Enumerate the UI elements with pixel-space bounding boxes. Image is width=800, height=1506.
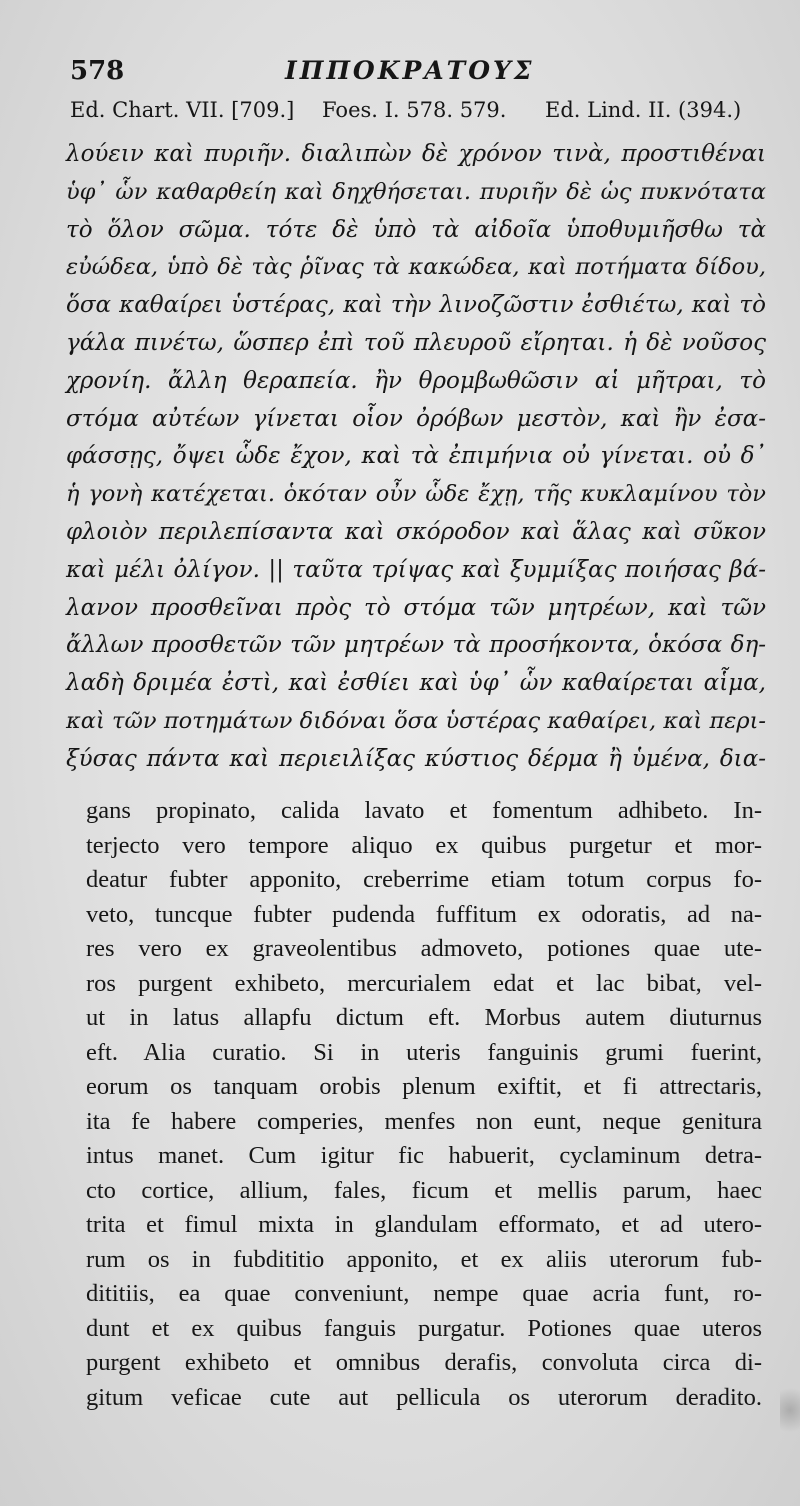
- greek-line: γάλα πινέτω, ὥσπερ ἐπὶ τοῦ πλευροῦ εἴρηται. ἡ δὲ νοῦσος: [66, 329, 766, 356]
- latin-text-block: [86, 794, 766, 1415]
- greek-text-block: [66, 136, 786, 779]
- latin-line: veto, tuncque fubter pudenda fuffitum ex odoratis, ad na-: [86, 900, 762, 928]
- running-title: ΙΠΠΟΚΡΑΤΟΥΣ: [285, 56, 535, 85]
- greek-line: ἡ γονὴ κατέχεται. ὁκόταν οὖν ὧδε ἔχῃ, τῆς κυκλαμίνου τὸν: [66, 481, 766, 508]
- latin-line: dititiis, ea quae conveniunt, nempe quae acria funt, ro-: [86, 1280, 762, 1307]
- page-number: 578: [70, 56, 125, 86]
- latin-line: ros purgent exhibeto, mercurialem edat et lac bibat, vel-: [86, 969, 762, 997]
- latin-line: gans propinato, calida lavato et fomentum adhibeto. In-: [86, 797, 762, 824]
- latin-line: intus manet. Cum igitur fic habuerit, cyclaminum detra-: [86, 1142, 762, 1169]
- latin-line: dunt et ex quibus fanguis purgatur. Potiones quae uteros: [86, 1314, 762, 1342]
- latin-line: rum os in fubdititio apponito, et ex aliis uterorum fub-: [86, 1245, 762, 1273]
- latin-line: eorum os tanquam orobis plenum exiftit, et fi attrectaris,: [86, 1073, 762, 1100]
- page-smudge: [780, 1380, 800, 1440]
- page-header: [70, 52, 770, 92]
- greek-line: φάσσῃς, ὄψει ὧδε ἔχον, καὶ τὰ ἐπιμήνια οὐ γίνεται. οὐ δ᾽: [66, 443, 766, 470]
- latin-line: gitum veficae cute aut pellicula os uterorum deradito.: [86, 1383, 762, 1411]
- latin-line: terjecto vero tempore aliquo ex quibus purgetur et mor-: [86, 831, 762, 859]
- greek-line: λούειν καὶ πυριῆν. διαλιπὼν δὲ χρόνον τινὰ, προστιθέναι: [66, 141, 766, 167]
- greek-line: τὸ ὅλον σῶμα. τότε δὲ ὑπὸ τὰ αἰδοῖα ὑποθυμιῆσθω τὰ: [66, 216, 766, 243]
- greek-line: ἄλλων προσθετῶν τῶν μητρέων τὰ προσήκοντα, ὁκόσα δη-: [66, 632, 766, 659]
- latin-line: purgent exhibeto et omnibus derafis, convoluta circa di-: [86, 1349, 762, 1376]
- latin-line: res vero ex graveolentibus admoveto, potiones quae ute-: [86, 935, 762, 962]
- greek-line: στόμα αὐτέων γίνεται οἷον ὀρόβων μεστὸν, καὶ ἢν ἐσα-: [66, 405, 766, 432]
- latin-line: eft. Alia curatio. Si in uteris fanguinis grumi fuerint,: [86, 1038, 762, 1066]
- greek-line: ὑφ᾽ ὧν καθαρθείη καὶ δηχθήσεται. πυριῆν δὲ ὡς πυκνότατα: [66, 178, 766, 205]
- greek-line: καὶ τῶν ποτημάτων διδόναι ὅσα ὑστέρας καθαίρει, καὶ περι-: [66, 707, 766, 734]
- latin-line: ut in latus allapfu dictum eft. Morbus autem diuturnus: [86, 1004, 762, 1031]
- latin-line: cto cortice, allium, fales, ficum et mellis parum, haec: [86, 1176, 762, 1204]
- edition-foes-ref: Foes. I. 578. 579.: [322, 98, 507, 122]
- latin-line: deatur fubter apponito, creberrime etiam totum corpus fo-: [86, 866, 762, 893]
- greek-line: λαδὴ δριμέα ἐστὶ, καὶ ἐσθίει καὶ ὑφ᾽ ὧν καθαίρεται αἷμα,: [66, 670, 766, 697]
- latin-line: trita et fimul mixta in glandulam efformato, et ad utero-: [86, 1211, 762, 1238]
- greek-line: λανον προσθεῖναι πρὸς τὸ στόμα τῶν μητρέων, καὶ τῶν: [66, 594, 766, 621]
- greek-line: εὐώδεα, ὑπὸ δὲ τὰς ῥῖνας τὰ κακώδεα, καὶ ποτήματα δίδου,: [66, 254, 766, 281]
- greek-line: ὅσα καθαίρει ὑστέρας, καὶ τὴν λινοζῶστιν ἐσθιέτω, καὶ τὸ: [66, 292, 766, 319]
- greek-line: χρονίη. ἄλλη θεραπεία. ἢν θρομβωθῶσιν αἱ μῆτραι, τὸ: [66, 367, 766, 394]
- greek-line: ξύσας πάντα καὶ περιειλίξας κύστιος δέρμα ἢ ὑμένα, δια-: [66, 745, 766, 772]
- edition-lind-ref: Ed. Lind. II. (394.): [545, 98, 742, 122]
- greek-line: καὶ μέλι ὀλίγον. || ταῦτα τρίψας καὶ ξυμμίξας ποιήσας βά-: [66, 556, 766, 583]
- greek-line: φλοιὸν περιλεπίσαντα καὶ σκόροδον καὶ ἅλας καὶ σῦκον: [66, 518, 766, 545]
- edition-chart-ref: Ed. Chart. VII. [709.]: [70, 98, 295, 122]
- latin-line: ita fe habere comperies, menfes non eunt, neque genitura: [86, 1107, 762, 1135]
